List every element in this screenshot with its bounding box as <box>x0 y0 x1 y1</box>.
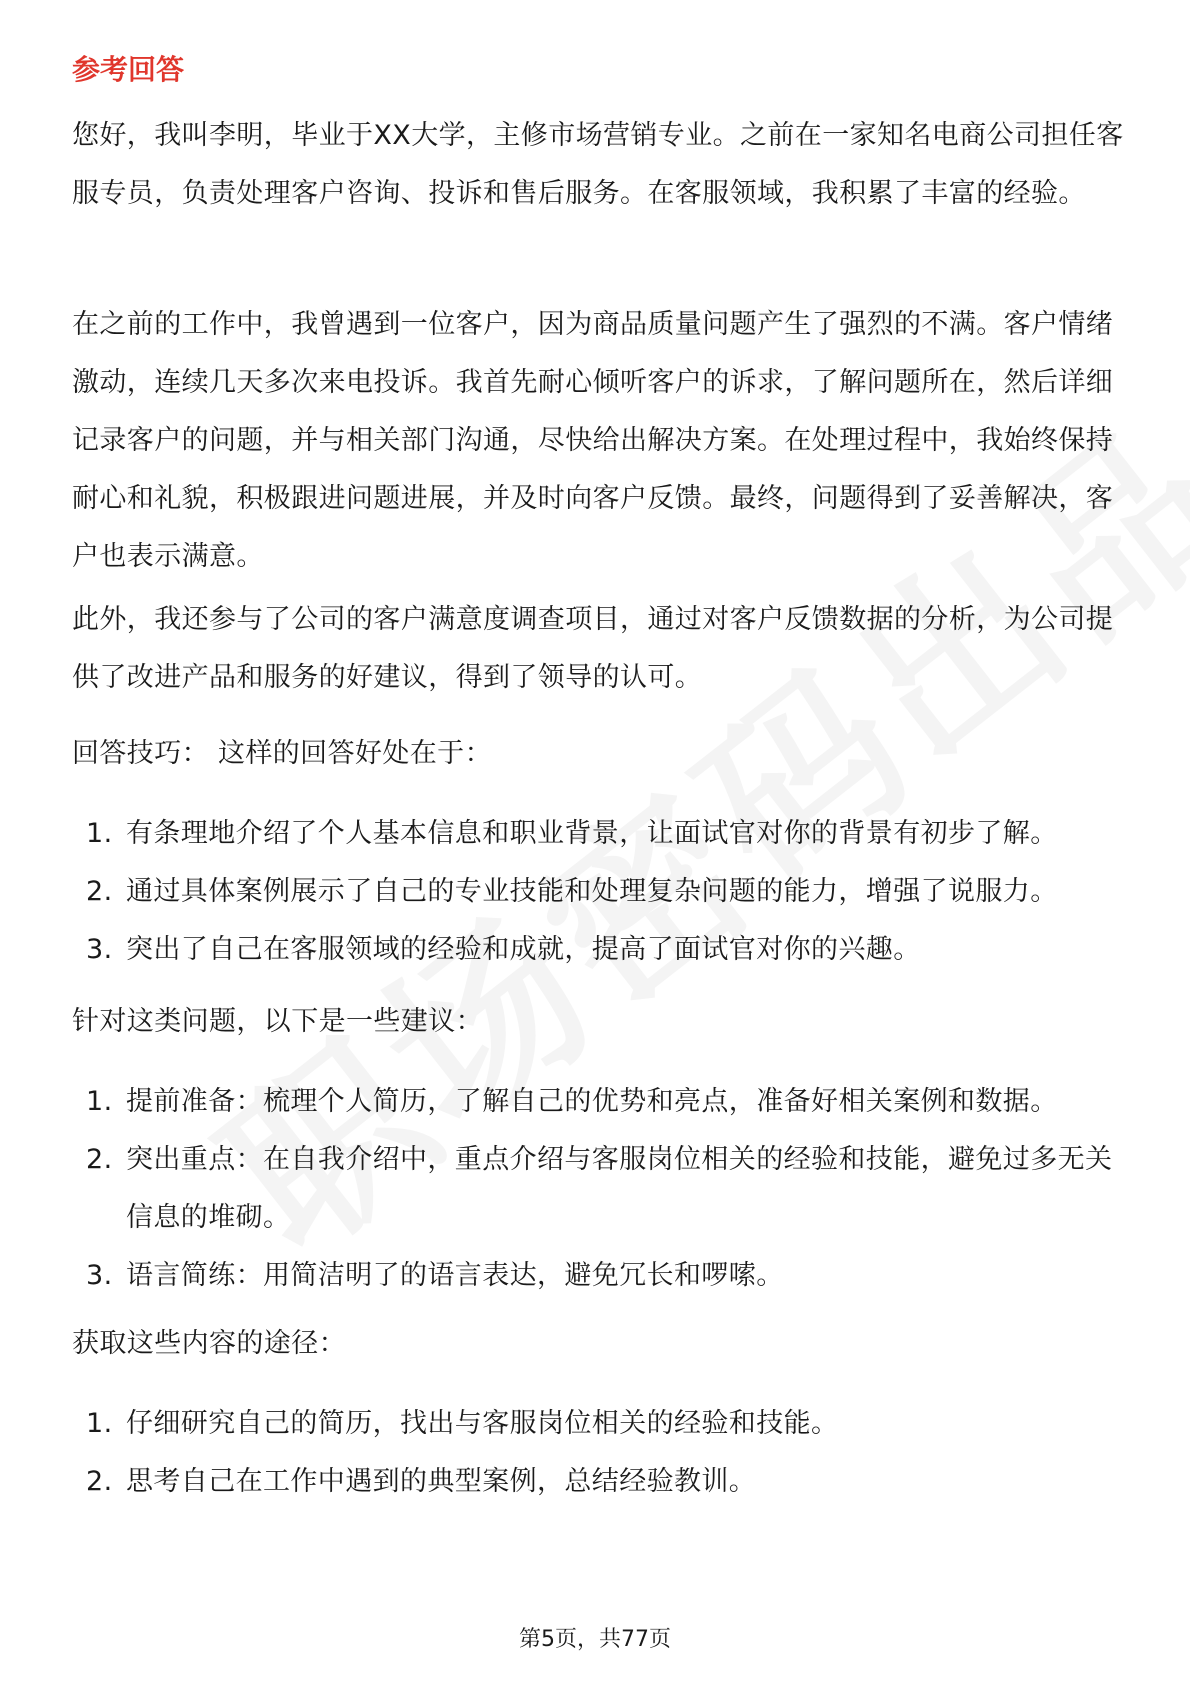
sources-list <box>72 1395 1132 1511</box>
advice-list <box>72 1073 1132 1305</box>
sources-intro: 获取这些内容的途径： <box>72 1328 346 1359</box>
list-number: 2. <box>86 876 113 907</box>
list-text: 通过具体案例展示了自己的专业技能和处理复杂问题的能力，增强了说服力。 <box>126 876 1058 907</box>
list-text: 有条理地介绍了个人基本信息和职业背景，让面试官对你的背景有初步了解。 <box>126 818 1058 849</box>
advice-intro: 针对这类问题，以下是一些建议： <box>72 1006 483 1037</box>
list-number: 1. <box>86 1086 113 1117</box>
list-item <box>72 1453 1132 1511</box>
list-text: 提前准备：梳理个人简历，了解自己的优势和亮点，准备好相关案例和数据。 <box>126 1086 1058 1117</box>
list-text: 突出重点：在自我介绍中，重点介绍与客服岗位相关的经验和技能，避免过多无关信息的堆砌。 <box>126 1144 1113 1233</box>
list-text: 语言简练：用简洁明了的语言表达，避免冗长和啰嗦。 <box>126 1260 784 1291</box>
list-item <box>72 863 1132 921</box>
list-item <box>72 921 1132 979</box>
section-heading: 参考回答 <box>72 53 185 86</box>
list-number: 2. <box>86 1466 113 1497</box>
list-number: 1. <box>86 1408 113 1439</box>
tips-intro: 回答技巧： 这样的回答好处在于： <box>72 738 492 769</box>
extra-paragraph: 此外，我还参与了公司的客户满意度调查项目，通过对客户反馈数据的分析，为公司提供了改进产品和服务的好建议，得到了领导的认可。 <box>72 604 1114 693</box>
list-text: 思考自己在工作中遇到的典型案例，总结经验教训。 <box>126 1466 757 1497</box>
list-item <box>72 1073 1132 1131</box>
list-number: 3. <box>86 934 113 965</box>
list-text: 仔细研究自己的简历，找出与客服岗位相关的经验和技能。 <box>126 1408 839 1439</box>
list-item <box>72 1247 1132 1305</box>
list-number: 1. <box>86 818 113 849</box>
list-item <box>72 805 1132 863</box>
list-item <box>72 1131 1132 1247</box>
intro-paragraph: 您好，我叫李明，毕业于XX大学，主修市场营销专业。之前在一家知名电商公司担任客服专员，负责处理客户咨询、投诉和售后服务。在客服领域，我积累了丰富的经验。 <box>72 120 1124 209</box>
list-text: 突出了自己在客服领域的经验和成就，提高了面试官对你的兴趣。 <box>126 934 921 965</box>
tips-list <box>72 805 1132 979</box>
list-number: 2. <box>86 1144 113 1175</box>
list-number: 3. <box>86 1260 113 1291</box>
page-number: 第5页，共77页 <box>519 1627 671 1652</box>
list-item <box>72 1395 1132 1453</box>
story-paragraph: 在之前的工作中，我曾遇到一位客户，因为商品质量问题产生了强烈的不满。客户情绪激动，连续几天多次来电投诉。我首先耐心倾听客户的诉求，了解问题所在，然后详细记录客户的问题，并与相关部门沟通，尽快给出解决方案。在处理过程中，我始终保持耐心和礼貌，积极跟进问题进展，并及时向客户反馈。最终，问题得到了妥善解决，客户也表示满意。 <box>72 309 1114 572</box>
